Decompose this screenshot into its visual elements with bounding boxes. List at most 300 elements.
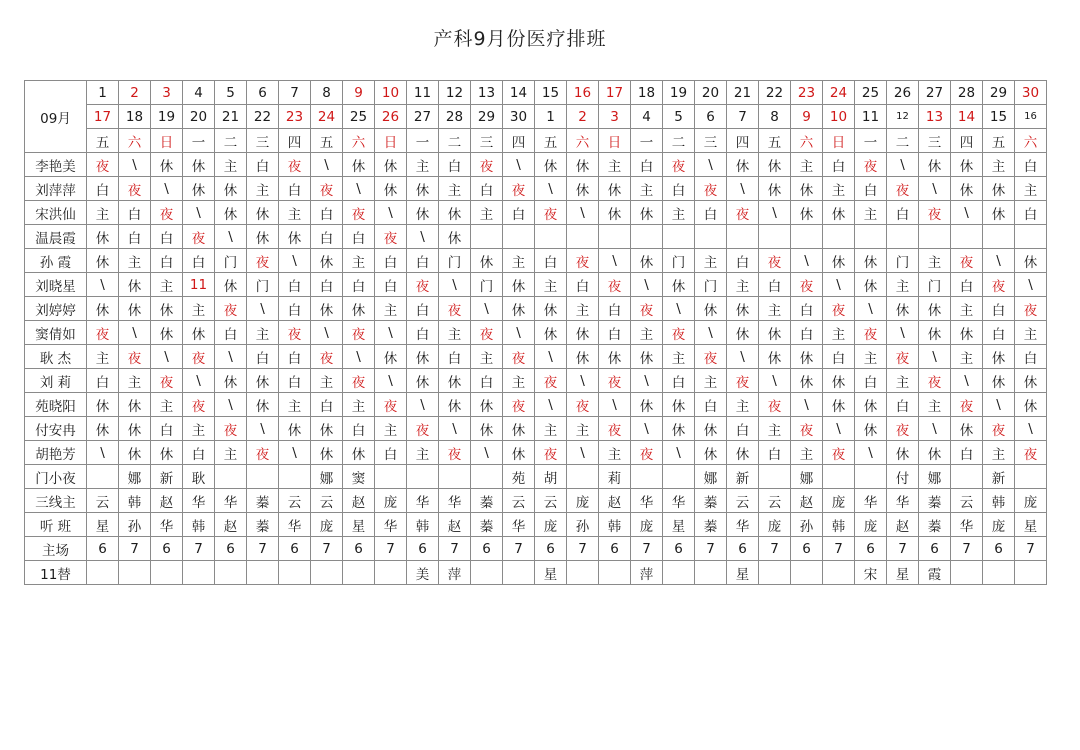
schedule-cell: 门 bbox=[215, 249, 247, 273]
schedule-cell: \ bbox=[919, 345, 951, 369]
schedule-cell: 休 bbox=[87, 249, 119, 273]
schedule-cell: 夜 bbox=[823, 297, 855, 321]
schedule-cell: 夜 bbox=[855, 321, 887, 345]
schedule-cell: 休 bbox=[791, 177, 823, 201]
schedule-cell: 韩 bbox=[183, 513, 215, 537]
schedule-cell: 白 bbox=[151, 249, 183, 273]
schedule-cell: 白 bbox=[535, 249, 567, 273]
schedule-cell bbox=[183, 561, 215, 585]
schedule-cell: 赵 bbox=[887, 513, 919, 537]
weekday: 三 bbox=[471, 129, 503, 153]
schedule-cell: 赵 bbox=[151, 489, 183, 513]
row-label: 耿 杰 bbox=[25, 345, 87, 369]
schedule-cell: 休 bbox=[791, 369, 823, 393]
schedule-cell bbox=[599, 561, 631, 585]
schedule-cell: 休 bbox=[535, 153, 567, 177]
schedule-cell: 休 bbox=[183, 321, 215, 345]
schedule-cell: 孙 bbox=[567, 513, 599, 537]
schedule-cell: 主 bbox=[887, 369, 919, 393]
schedule-cell: 白 bbox=[375, 249, 407, 273]
schedule-cell: 主 bbox=[951, 297, 983, 321]
schedule-cell: 夜 bbox=[535, 441, 567, 465]
schedule-cell: 白 bbox=[791, 297, 823, 321]
schedule-cell: 华 bbox=[215, 489, 247, 513]
schedule-cell: 云 bbox=[535, 489, 567, 513]
schedule-cell: 休 bbox=[567, 345, 599, 369]
schedule-row bbox=[25, 201, 1047, 225]
schedule-cell: \ bbox=[471, 297, 503, 321]
weekday: 六 bbox=[1015, 129, 1047, 153]
schedule-cell: \ bbox=[951, 369, 983, 393]
schedule-cell: 庞 bbox=[567, 489, 599, 513]
schedule-cell: 白 bbox=[1015, 345, 1047, 369]
schedule-cell: 休 bbox=[919, 153, 951, 177]
schedule-cell: \ bbox=[343, 177, 375, 201]
weekday: 四 bbox=[503, 129, 535, 153]
schedule-cell: 夜 bbox=[311, 177, 343, 201]
schedule-cell: \ bbox=[535, 393, 567, 417]
schedule-cell: 白 bbox=[1015, 153, 1047, 177]
schedule-cell: 白 bbox=[311, 273, 343, 297]
row-label: 刘晓星 bbox=[25, 273, 87, 297]
schedule-cell: 夜 bbox=[503, 345, 535, 369]
day-number: 21 bbox=[727, 81, 759, 105]
schedule-cell: 主 bbox=[279, 201, 311, 225]
row-label: 听 班 bbox=[25, 513, 87, 537]
schedule-cell: 休 bbox=[535, 297, 567, 321]
schedule-cell: \ bbox=[503, 321, 535, 345]
row-label: 门小夜 bbox=[25, 465, 87, 489]
schedule-cell bbox=[503, 225, 535, 249]
schedule-cell: 夜 bbox=[119, 177, 151, 201]
schedule-cell: 休 bbox=[119, 297, 151, 321]
schedule-cell: 云 bbox=[311, 489, 343, 513]
lunar-date: 6 bbox=[695, 105, 727, 129]
schedule-cell: 休 bbox=[951, 153, 983, 177]
schedule-cell: 夜 bbox=[983, 273, 1015, 297]
schedule-cell: 7 bbox=[887, 537, 919, 561]
schedule-cell: 休 bbox=[119, 393, 151, 417]
weekday: 三 bbox=[919, 129, 951, 153]
schedule-cell: 白 bbox=[247, 153, 279, 177]
day-number: 23 bbox=[791, 81, 823, 105]
schedule-cell: \ bbox=[503, 153, 535, 177]
schedule-cell: 休 bbox=[215, 177, 247, 201]
schedule-cell: 宋 bbox=[855, 561, 887, 585]
schedule-cell bbox=[823, 465, 855, 489]
schedule-cell bbox=[535, 225, 567, 249]
schedule-cell: 休 bbox=[631, 249, 663, 273]
schedule-cell: 夜 bbox=[439, 297, 471, 321]
schedule-cell: 白 bbox=[631, 153, 663, 177]
schedule-cell: \ bbox=[119, 321, 151, 345]
schedule-cell: 白 bbox=[183, 441, 215, 465]
schedule-cell: 休 bbox=[663, 417, 695, 441]
schedule-cell bbox=[247, 465, 279, 489]
schedule-cell: 白 bbox=[695, 393, 727, 417]
schedule-row bbox=[25, 345, 1047, 369]
schedule-cell: 休 bbox=[247, 201, 279, 225]
schedule-cell: 休 bbox=[983, 345, 1015, 369]
schedule-cell bbox=[695, 225, 727, 249]
schedule-cell bbox=[663, 225, 695, 249]
schedule-cell: 休 bbox=[343, 153, 375, 177]
schedule-cell: 主 bbox=[439, 177, 471, 201]
schedule-cell: 夜 bbox=[599, 369, 631, 393]
schedule-cell: 庞 bbox=[375, 489, 407, 513]
weekday: 五 bbox=[311, 129, 343, 153]
day-number: 27 bbox=[919, 81, 951, 105]
schedule-cell: 星 bbox=[1015, 513, 1047, 537]
schedule-cell bbox=[375, 465, 407, 489]
lunar-date: 9 bbox=[791, 105, 823, 129]
lunar-date: 14 bbox=[951, 105, 983, 129]
weekday: 四 bbox=[727, 129, 759, 153]
schedule-cell: 娜 bbox=[311, 465, 343, 489]
schedule-cell: \ bbox=[375, 369, 407, 393]
schedule-cell: \ bbox=[535, 177, 567, 201]
schedule-cell: 夜 bbox=[183, 393, 215, 417]
schedule-cell: 白 bbox=[183, 249, 215, 273]
schedule-cell: 韩 bbox=[599, 513, 631, 537]
schedule-cell: 夜 bbox=[983, 417, 1015, 441]
lunar-date: 10 bbox=[823, 105, 855, 129]
lunar-date: 3 bbox=[599, 105, 631, 129]
schedule-cell: 赵 bbox=[791, 489, 823, 513]
schedule-cell bbox=[855, 225, 887, 249]
schedule-cell: 美 bbox=[407, 561, 439, 585]
row-label: 刘萍萍 bbox=[25, 177, 87, 201]
schedule-cell: 11 bbox=[183, 273, 215, 297]
schedule-cell: 白 bbox=[759, 273, 791, 297]
row-label: 窦倩如 bbox=[25, 321, 87, 345]
schedule-cell: 休 bbox=[631, 393, 663, 417]
schedule-cell: 云 bbox=[759, 489, 791, 513]
schedule-cell: 7 bbox=[311, 537, 343, 561]
schedule-cell: 休 bbox=[311, 249, 343, 273]
schedule-cell: 休 bbox=[855, 249, 887, 273]
schedule-cell: 娜 bbox=[695, 465, 727, 489]
schedule-cell: 休 bbox=[375, 153, 407, 177]
schedule-cell: 主 bbox=[151, 393, 183, 417]
schedule-cell: 星 bbox=[535, 561, 567, 585]
schedule-cell: 夜 bbox=[535, 369, 567, 393]
schedule-cell bbox=[567, 225, 599, 249]
schedule-cell: 主 bbox=[151, 273, 183, 297]
weekday: 二 bbox=[439, 129, 471, 153]
lunar-date: 18 bbox=[119, 105, 151, 129]
lunar-date: 22 bbox=[247, 105, 279, 129]
schedule-cell: 白 bbox=[279, 273, 311, 297]
schedule-cell: 蓁 bbox=[919, 489, 951, 513]
weekday: 日 bbox=[375, 129, 407, 153]
schedule-cell: 庞 bbox=[311, 513, 343, 537]
schedule-row bbox=[25, 465, 1047, 489]
schedule-cell: 休 bbox=[183, 177, 215, 201]
schedule-cell bbox=[471, 465, 503, 489]
weekday: 六 bbox=[567, 129, 599, 153]
schedule-cell: \ bbox=[151, 177, 183, 201]
schedule-cell: 休 bbox=[343, 297, 375, 321]
schedule-cell: 休 bbox=[983, 201, 1015, 225]
schedule-cell bbox=[759, 465, 791, 489]
schedule-cell: 休 bbox=[247, 225, 279, 249]
schedule-cell: 6 bbox=[151, 537, 183, 561]
schedule-cell: 白 bbox=[87, 369, 119, 393]
schedule-cell: \ bbox=[759, 201, 791, 225]
schedule-cell: 夜 bbox=[695, 177, 727, 201]
lunar-date: 16 bbox=[1015, 105, 1047, 129]
schedule-cell: 6 bbox=[87, 537, 119, 561]
schedule-cell: 夜 bbox=[183, 345, 215, 369]
schedule-cell: 主 bbox=[855, 201, 887, 225]
schedule-cell: 夜 bbox=[599, 417, 631, 441]
schedule-cell: 主 bbox=[919, 249, 951, 273]
schedule-cell: \ bbox=[983, 393, 1015, 417]
schedule-row bbox=[25, 441, 1047, 465]
schedule-cell: 白 bbox=[343, 273, 375, 297]
schedule-cell: 白 bbox=[375, 273, 407, 297]
schedule-cell: 休 bbox=[407, 201, 439, 225]
lunar-date: 7 bbox=[727, 105, 759, 129]
schedule-row bbox=[25, 249, 1047, 273]
weekday: 三 bbox=[247, 129, 279, 153]
schedule-cell: 华 bbox=[407, 489, 439, 513]
schedule-cell: \ bbox=[599, 249, 631, 273]
schedule-cell: \ bbox=[375, 201, 407, 225]
schedule-cell bbox=[759, 561, 791, 585]
day-number: 28 bbox=[951, 81, 983, 105]
schedule-cell: 休 bbox=[695, 441, 727, 465]
schedule-cell: 白 bbox=[599, 321, 631, 345]
schedule-cell: 夜 bbox=[887, 417, 919, 441]
schedule-cell: 休 bbox=[855, 273, 887, 297]
schedule-cell: 白 bbox=[311, 393, 343, 417]
schedule-cell: 主 bbox=[215, 441, 247, 465]
schedule-cell: 休 bbox=[1015, 393, 1047, 417]
schedule-cell: 休 bbox=[823, 201, 855, 225]
schedule-cell: \ bbox=[887, 153, 919, 177]
weekday: 五 bbox=[759, 129, 791, 153]
schedule-cell: 夜 bbox=[823, 441, 855, 465]
lunar-date: 26 bbox=[375, 105, 407, 129]
schedule-cell: \ bbox=[1015, 273, 1047, 297]
schedule-cell: 白 bbox=[407, 249, 439, 273]
schedule-cell: 休 bbox=[823, 249, 855, 273]
schedule-cell: 休 bbox=[215, 273, 247, 297]
row-label: 付安冉 bbox=[25, 417, 87, 441]
schedule-cell: \ bbox=[759, 369, 791, 393]
schedule-cell: 休 bbox=[87, 297, 119, 321]
schedule-cell: 主 bbox=[599, 153, 631, 177]
schedule-cell: 夜 bbox=[855, 153, 887, 177]
schedule-cell: 休 bbox=[471, 249, 503, 273]
schedule-cell: 夜 bbox=[87, 153, 119, 177]
schedule-cell: 6 bbox=[343, 537, 375, 561]
schedule-cell: 娜 bbox=[919, 465, 951, 489]
schedule-cell: 主 bbox=[951, 345, 983, 369]
schedule-cell: \ bbox=[535, 345, 567, 369]
schedule-cell: 白 bbox=[439, 153, 471, 177]
schedule-cell: 休 bbox=[407, 369, 439, 393]
schedule-cell bbox=[87, 561, 119, 585]
schedule-cell: 白 bbox=[279, 177, 311, 201]
schedule-cell: 白 bbox=[855, 369, 887, 393]
schedule-cell: 庞 bbox=[535, 513, 567, 537]
schedule-cell: 6 bbox=[663, 537, 695, 561]
schedule-cell: 休 bbox=[791, 345, 823, 369]
schedule-cell: 休 bbox=[439, 393, 471, 417]
schedule-cell: 7 bbox=[823, 537, 855, 561]
schedule-cell: 休 bbox=[631, 345, 663, 369]
schedule-cell: 白 bbox=[375, 441, 407, 465]
schedule-cell: \ bbox=[951, 201, 983, 225]
schedule-cell: 主 bbox=[343, 249, 375, 273]
schedule-cell bbox=[343, 561, 375, 585]
schedule-cell: 门 bbox=[439, 249, 471, 273]
schedule-cell: 蓁 bbox=[247, 513, 279, 537]
schedule-row bbox=[25, 561, 1047, 585]
schedule-cell: \ bbox=[439, 417, 471, 441]
schedule-cell: 夜 bbox=[951, 249, 983, 273]
schedule-row bbox=[25, 393, 1047, 417]
weekday: 一 bbox=[407, 129, 439, 153]
schedule-cell: 主 bbox=[375, 417, 407, 441]
schedule-cell: 白 bbox=[951, 441, 983, 465]
schedule-cell: 白 bbox=[343, 417, 375, 441]
weekday: 五 bbox=[983, 129, 1015, 153]
schedule-cell: 白 bbox=[663, 177, 695, 201]
schedule-cell: 白 bbox=[695, 201, 727, 225]
schedule-cell: 主 bbox=[343, 393, 375, 417]
schedule-cell: 休 bbox=[407, 177, 439, 201]
schedule-cell: \ bbox=[311, 321, 343, 345]
schedule-cell: 休 bbox=[919, 441, 951, 465]
schedule-cell: 休 bbox=[1015, 249, 1047, 273]
schedule-cell: \ bbox=[183, 369, 215, 393]
schedule-cell: 云 bbox=[727, 489, 759, 513]
schedule-row bbox=[25, 537, 1047, 561]
schedule-cell: 霞 bbox=[919, 561, 951, 585]
schedule-cell: 华 bbox=[279, 513, 311, 537]
schedule-cell: 休 bbox=[471, 417, 503, 441]
schedule-cell: 休 bbox=[887, 297, 919, 321]
schedule-cell bbox=[311, 561, 343, 585]
lunar-date: 17 bbox=[87, 105, 119, 129]
row-label: 宋洪仙 bbox=[25, 201, 87, 225]
day-number: 17 bbox=[599, 81, 631, 105]
schedule-cell bbox=[983, 225, 1015, 249]
schedule-cell: \ bbox=[823, 273, 855, 297]
day-number: 20 bbox=[695, 81, 727, 105]
schedule-cell: 白 bbox=[503, 201, 535, 225]
schedule-cell: 白 bbox=[215, 321, 247, 345]
schedule-cell: 休 bbox=[215, 201, 247, 225]
schedule-cell: 夜 bbox=[215, 297, 247, 321]
schedule-cell: 云 bbox=[503, 489, 535, 513]
day-number: 13 bbox=[471, 81, 503, 105]
schedule-cell bbox=[631, 465, 663, 489]
schedule-cell: 主 bbox=[407, 441, 439, 465]
schedule-cell: 华 bbox=[151, 513, 183, 537]
schedule-cell: 新 bbox=[151, 465, 183, 489]
schedule-cell bbox=[919, 225, 951, 249]
schedule-cell bbox=[439, 465, 471, 489]
schedule-cell: 白 bbox=[151, 225, 183, 249]
schedule-cell: \ bbox=[311, 153, 343, 177]
schedule-cell: \ bbox=[567, 201, 599, 225]
schedule-cell: 夜 bbox=[407, 417, 439, 441]
schedule-cell: \ bbox=[247, 417, 279, 441]
schedule-cell: 7 bbox=[183, 537, 215, 561]
lunar-date: 13 bbox=[919, 105, 951, 129]
schedule-cell: 休 bbox=[151, 297, 183, 321]
schedule-cell: 休 bbox=[439, 225, 471, 249]
schedule-cell: 休 bbox=[567, 153, 599, 177]
schedule-cell: 主 bbox=[759, 417, 791, 441]
weekday: 二 bbox=[215, 129, 247, 153]
schedule-cell: 休 bbox=[375, 345, 407, 369]
schedule-cell: 夜 bbox=[247, 249, 279, 273]
schedule-cell: 门 bbox=[663, 249, 695, 273]
schedule-cell: 夜 bbox=[727, 369, 759, 393]
schedule-cell: 白 bbox=[567, 273, 599, 297]
schedule-row bbox=[25, 489, 1047, 513]
schedule-cell: 云 bbox=[279, 489, 311, 513]
schedule-cell: 白 bbox=[823, 345, 855, 369]
row-label: 苑晓阳 bbox=[25, 393, 87, 417]
schedule-cell bbox=[215, 465, 247, 489]
schedule-cell: 夜 bbox=[119, 345, 151, 369]
schedule-cell: 白 bbox=[311, 225, 343, 249]
schedule-cell: 夜 bbox=[311, 345, 343, 369]
lunar-date: 12 bbox=[887, 105, 919, 129]
schedule-cell: \ bbox=[663, 441, 695, 465]
row-label: 刘 莉 bbox=[25, 369, 87, 393]
schedule-row bbox=[25, 153, 1047, 177]
weekday: 一 bbox=[855, 129, 887, 153]
schedule-cell: 华 bbox=[631, 489, 663, 513]
schedule-cell: 苑 bbox=[503, 465, 535, 489]
schedule-cell: 赵 bbox=[343, 489, 375, 513]
schedule-cell: 休 bbox=[119, 441, 151, 465]
schedule-cell bbox=[279, 561, 311, 585]
schedule-cell: 6 bbox=[407, 537, 439, 561]
schedule-cell: 蓁 bbox=[471, 513, 503, 537]
lunar-date: 20 bbox=[183, 105, 215, 129]
schedule-cell: 夜 bbox=[407, 273, 439, 297]
schedule-cell: 6 bbox=[535, 537, 567, 561]
lunar-date: 21 bbox=[215, 105, 247, 129]
schedule-cell: 主 bbox=[759, 297, 791, 321]
schedule-cell: 休 bbox=[951, 321, 983, 345]
day-number: 19 bbox=[663, 81, 695, 105]
schedule-cell: 主 bbox=[471, 345, 503, 369]
weekday: 一 bbox=[183, 129, 215, 153]
schedule-cell: 白 bbox=[823, 153, 855, 177]
schedule-cell: 6 bbox=[727, 537, 759, 561]
schedule-cell: 夜 bbox=[663, 321, 695, 345]
schedule-cell: \ bbox=[919, 177, 951, 201]
schedule-cell bbox=[663, 465, 695, 489]
row-label: 主场 bbox=[25, 537, 87, 561]
lunar-date: 15 bbox=[983, 105, 1015, 129]
schedule-cell: 夜 bbox=[343, 201, 375, 225]
schedule-cell: \ bbox=[663, 297, 695, 321]
lunar-date: 1 bbox=[535, 105, 567, 129]
schedule-cell: 休 bbox=[855, 417, 887, 441]
schedule-cell: 休 bbox=[791, 201, 823, 225]
